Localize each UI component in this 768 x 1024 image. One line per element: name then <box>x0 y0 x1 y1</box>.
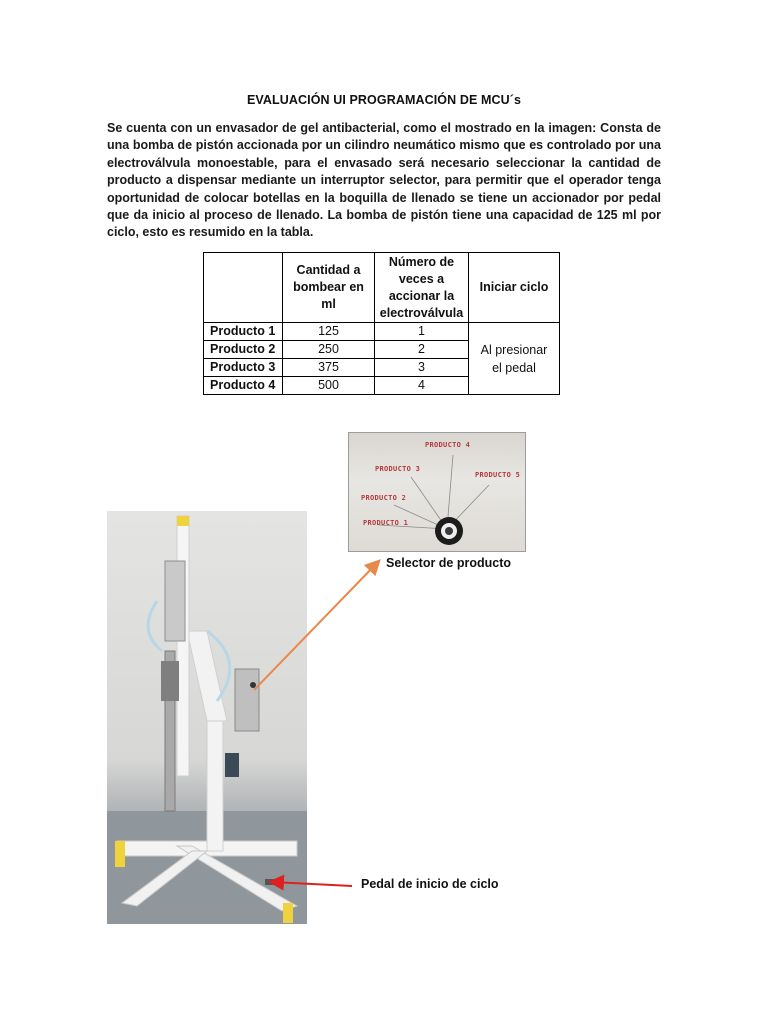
product-ml: 375 <box>283 359 375 377</box>
machine-drawing <box>107 511 307 924</box>
machine-photo <box>107 511 307 924</box>
selector-label: PRODUCTO 1 <box>363 519 409 527</box>
selector-photo <box>348 432 526 552</box>
table-header-start: Iniciar ciclo <box>469 253 560 323</box>
product-ml: 250 <box>283 341 375 359</box>
product-name: Producto 4 <box>204 377 283 395</box>
selector-label: PRODUCTO 3 <box>375 465 421 473</box>
product-times: 1 <box>375 323 469 341</box>
table-header-quantity: Cantidad a bombear en ml <box>283 253 375 323</box>
table-header-times: Número de veces a accionar la electroválvula <box>375 253 469 323</box>
product-table <box>203 252 560 395</box>
pedal-caption: Pedal de inicio de ciclo <box>361 877 499 891</box>
table-row <box>204 323 560 341</box>
product-name: Producto 1 <box>204 323 283 341</box>
selector-caption: Selector de producto <box>386 556 512 570</box>
selector-label: PRODUCTO 5 <box>475 471 521 479</box>
product-times: 3 <box>375 359 469 377</box>
product-ml: 500 <box>283 377 375 395</box>
product-name: Producto 2 <box>204 341 283 359</box>
document-title: EVALUACIÓN UI PROGRAMACIÓN DE MCU´s <box>246 93 522 107</box>
table-header-row <box>204 253 560 323</box>
start-cycle-cell: Al presionar el pedal <box>469 323 560 395</box>
product-times: 4 <box>375 377 469 395</box>
selector-dial-drawing <box>349 433 525 551</box>
table-header-empty <box>204 253 283 323</box>
description-paragraph: Se cuenta con un envasador de gel antibacterial, como el mostrado en la imagen: Consta de una bomba de pistón accionada por un cilindro neumático mismo que es controlado por una electroválvula monoestable, para el envasado será necesario seleccionar la cantidad de producto a dispensar mediante un interruptor selector, para permitir que el operador tenga oportunidad de colocar botellas en la boquilla de llenado se tiene un accionador por pedal que da inicio al proceso de llenado. La bomba de pistón tiene una capacidad de 125 ml por ciclo, esto es resumido en la tabla. <box>107 121 661 240</box>
product-times: 2 <box>375 341 469 359</box>
product-ml: 125 <box>283 323 375 341</box>
selector-label: PRODUCTO 2 <box>361 494 407 502</box>
product-name: Producto 3 <box>204 359 283 377</box>
selector-label: PRODUCTO 4 <box>425 441 471 449</box>
